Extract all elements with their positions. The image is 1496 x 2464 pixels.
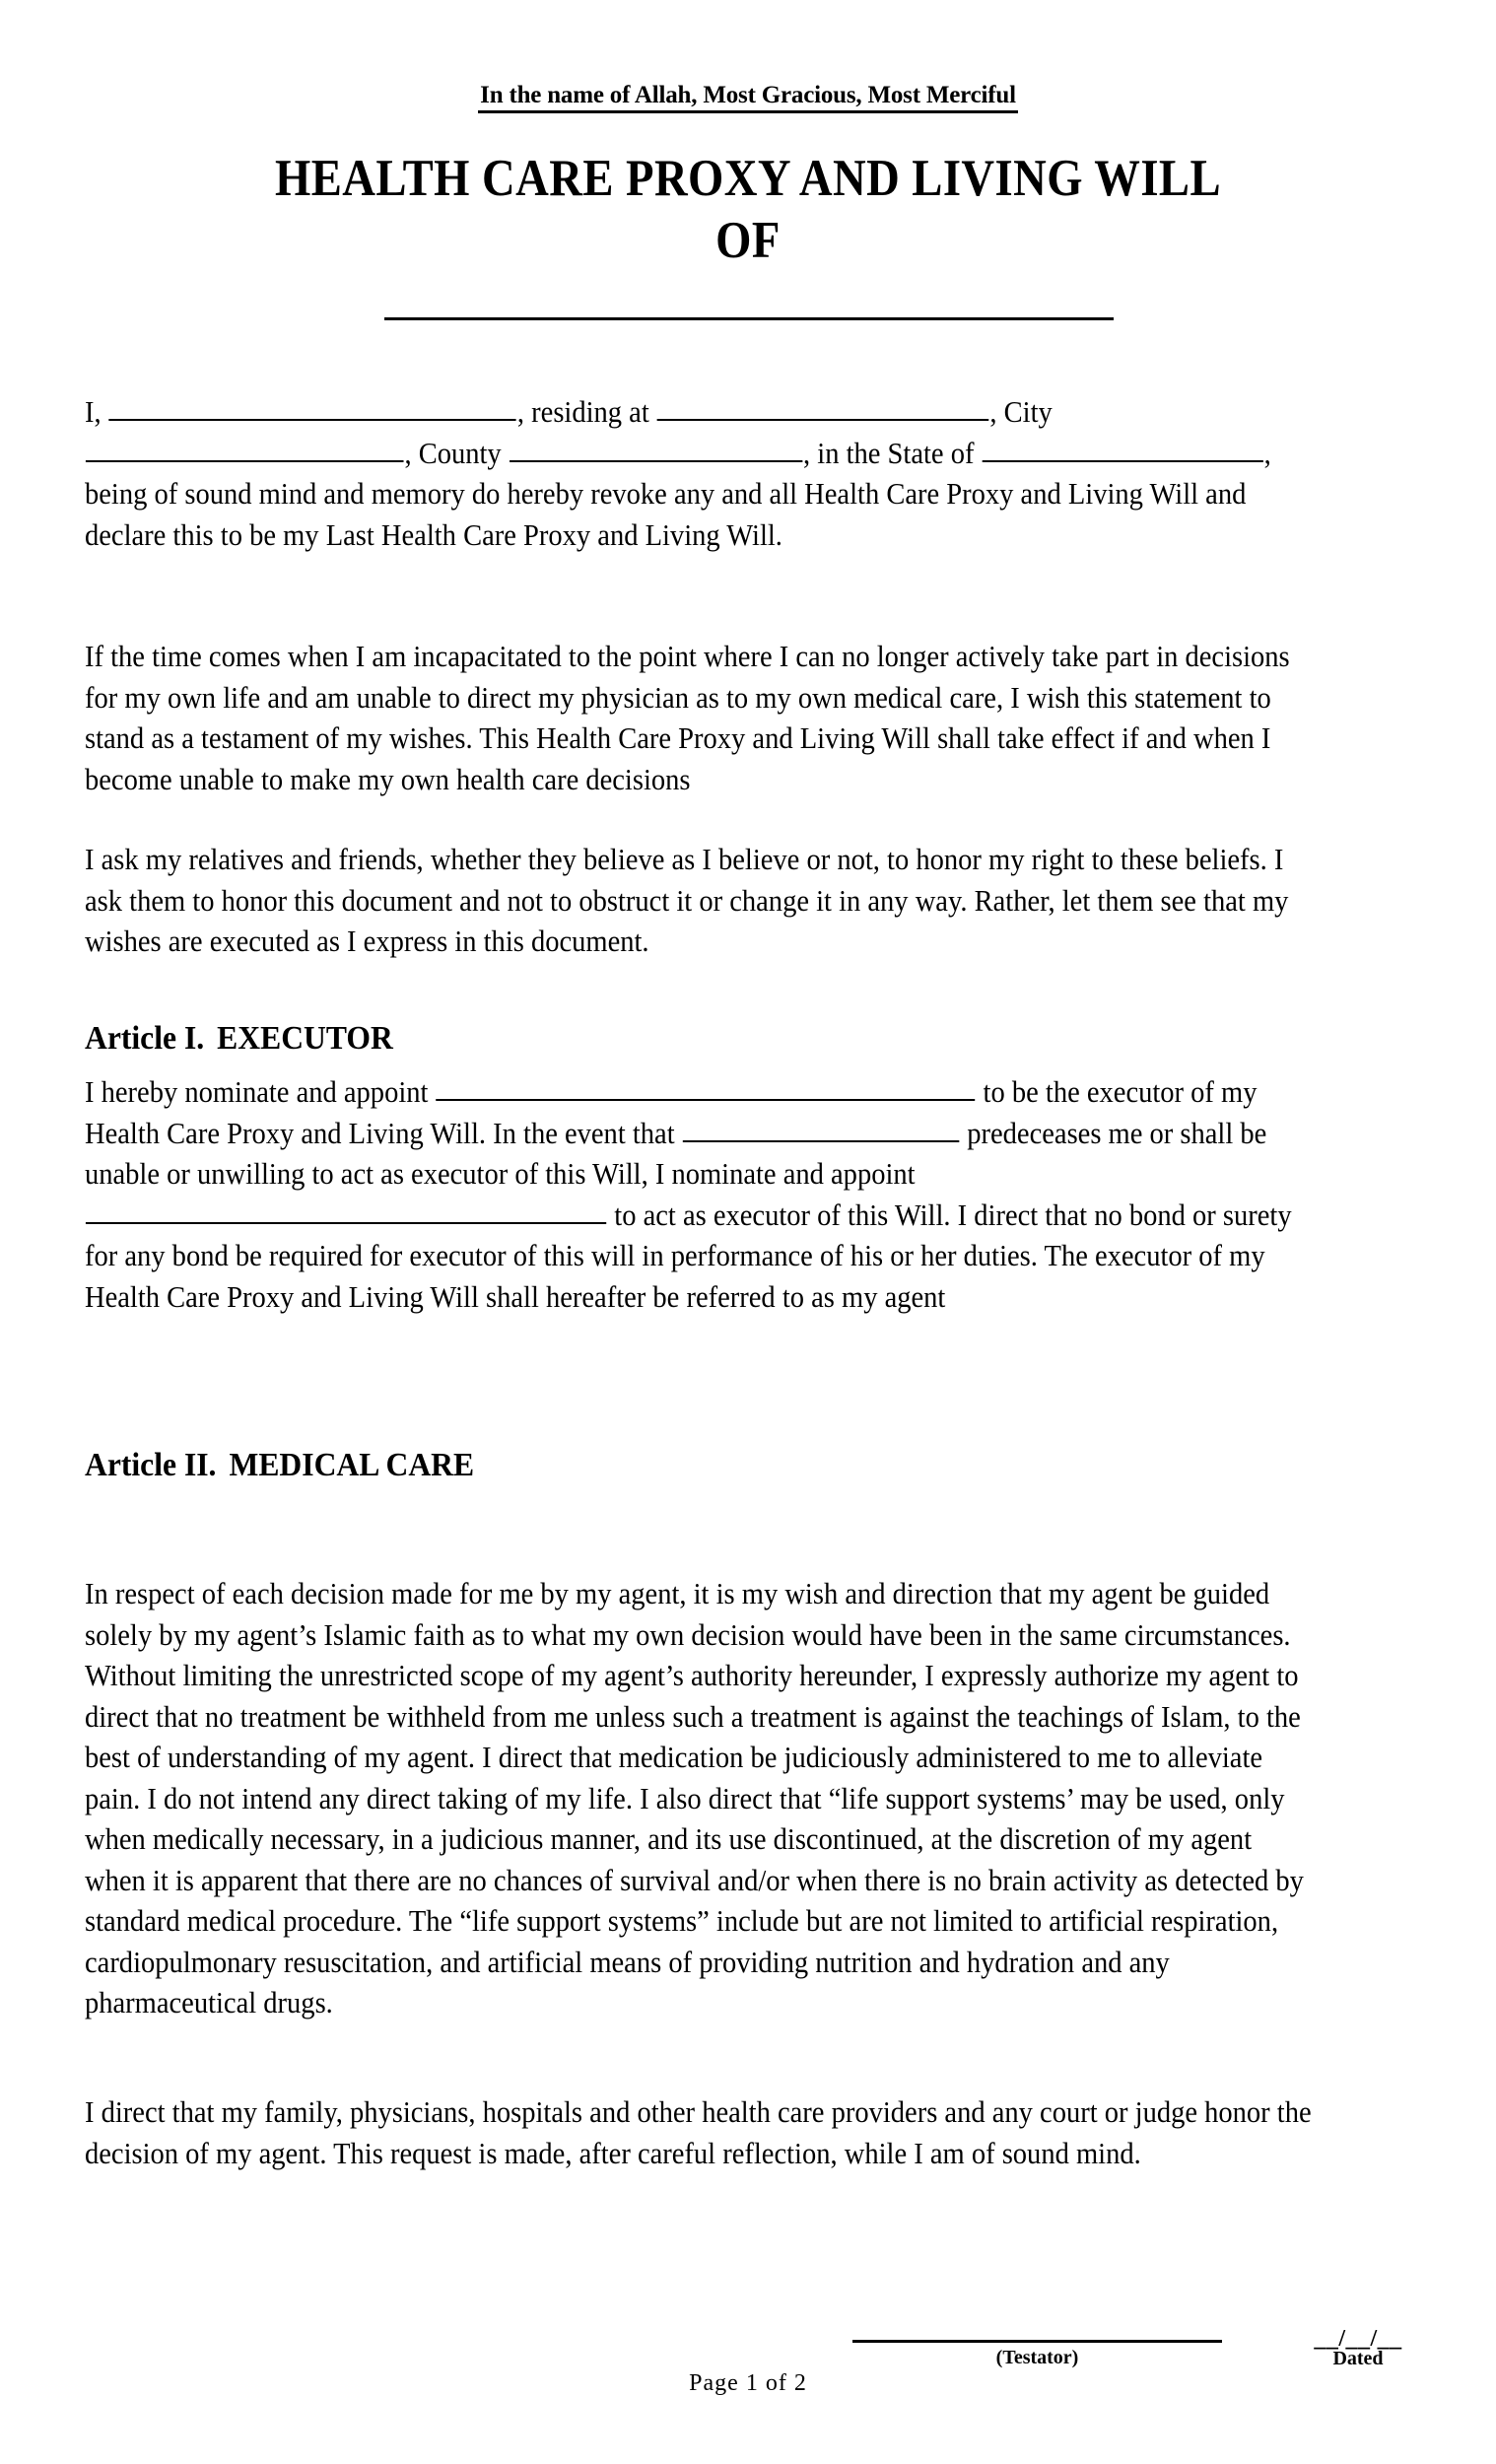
article-one-heading xyxy=(85,1020,393,1058)
paragraph-final-direction: I direct that my family, physicians, hospitals and other health care providers and any court or judge honor the decision of my agent. This request is made, after careful reflection, while I am of sound mind. xyxy=(85,2095,1312,2170)
opening-rest-text: mind and memory do hereby revoke any and all Health Care Proxy and Living Will and declare this to be my Last Health Care Proxy and Living Will. xyxy=(85,477,1247,552)
opening-paragraph xyxy=(85,392,1317,556)
article-two-heading xyxy=(85,1447,474,1484)
county-blank[interactable] xyxy=(510,439,802,462)
article-one-name: EXECUTOR xyxy=(217,1020,393,1057)
state-label: , in the State of xyxy=(803,436,975,470)
city-label: , City xyxy=(989,395,1053,429)
article-two-body: In respect of each decision made for me by my agent, it is my wish and direction that my agent be guided solely by my agent’s Islamic faith as to what my own decision would have been in the same circumstances. Without limiting the unrestricted scope of my agent’s authority hereunder, I expressly authorize my agent to direct that no treatment be withheld from me unless such a treatment is against the teachings of Islam, to the best of understanding of my agent. I direct that medication be judiciously administered to me to alleviate pain. I do not intend any direct taking of my life. I also direct that “life support systems’ may be used, only when medically necessary, in a judicious manner, and its use discontinued, at the discretion of my agent when it is apparent that there are no chances of survival and/or when there is no brain activity as detected by standard medical procedure. The “life support systems” include but are not limited to artificial respiration, cardiopulmonary resuscitation, and artificial means of providing nutrition and hydration and any pharmaceutical drugs. xyxy=(85,1577,1304,2019)
article-two-number: Article II. xyxy=(85,1447,217,1483)
i-label: I, xyxy=(85,395,102,429)
bismillah-text: In the name of Allah, Most Gracious, Most Merciful xyxy=(478,83,1018,113)
address-blank[interactable] xyxy=(657,397,989,421)
testator-signature-line[interactable] xyxy=(852,2340,1222,2343)
testator-name-blank-rule[interactable] xyxy=(384,317,1114,320)
nominate-text-4: to act as executor of this Will. I direct that no bond or surety for any bond be required for executor of this will in performance of his or her duties. The executor of my Health Care Proxy and Living Will shall hereafter be referred to as my agent xyxy=(85,1198,1292,1314)
page-title xyxy=(90,148,1406,271)
nominate-text-3: predeceases me or shall be unable or unwilling to act as executor of this Will, I nominate and appoint xyxy=(85,1116,1267,1191)
city-blank[interactable] xyxy=(86,439,404,462)
nominate-text-1: I hereby nominate and appoint xyxy=(85,1075,429,1109)
page-number: Page 1 of 2 xyxy=(689,2370,807,2396)
article-one-number: Article I. xyxy=(85,1020,205,1057)
article-two-name: MEDICAL CARE xyxy=(229,1447,475,1483)
residing-at-label: , residing at xyxy=(516,395,649,429)
testator-signature-label: (Testator) xyxy=(995,2347,1079,2368)
title-line-1: HEALTH CARE PROXY AND LIVING WILL xyxy=(274,150,1222,207)
executor-predecease-blank[interactable] xyxy=(683,1119,960,1142)
county-label: , County xyxy=(404,436,502,470)
sound-tail-label: , being of sound xyxy=(85,436,1271,511)
dated-label: Dated xyxy=(1332,2348,1384,2369)
title-line-2: OF xyxy=(715,211,781,269)
date-blank[interactable]: __/__/__ xyxy=(1314,2326,1402,2352)
nominate-text-2: to be the executor of my Health Care Proxy and Living Will. In the event that xyxy=(85,1075,1258,1150)
paragraph-incapacity: If the time comes when I am incapacitated to the point where I can no longer actively take part in decisions for my own life and am unable to direct my physician as to my own medical care, I wish this statement to stand as a testament of my wishes. This Health Care Proxy and Living Will shall take effect if and when I become unable to make my own health care decisions xyxy=(85,640,1290,796)
name-blank[interactable] xyxy=(109,397,516,421)
paragraph-beliefs: I ask my relatives and friends, whether they believe as I believe or not, to honor my right to these beliefs. I ask them to honor this document and not to obstruct it or change it in any way. Rather, let them see that my wishes are executed as I express in this document. xyxy=(85,843,1289,958)
state-blank[interactable] xyxy=(983,439,1263,462)
alternate-executor-blank[interactable] xyxy=(86,1200,606,1224)
executor-name-blank[interactable] xyxy=(437,1077,976,1101)
bismillah-invocation xyxy=(0,82,1496,113)
article-one-body xyxy=(85,1072,1317,1318)
